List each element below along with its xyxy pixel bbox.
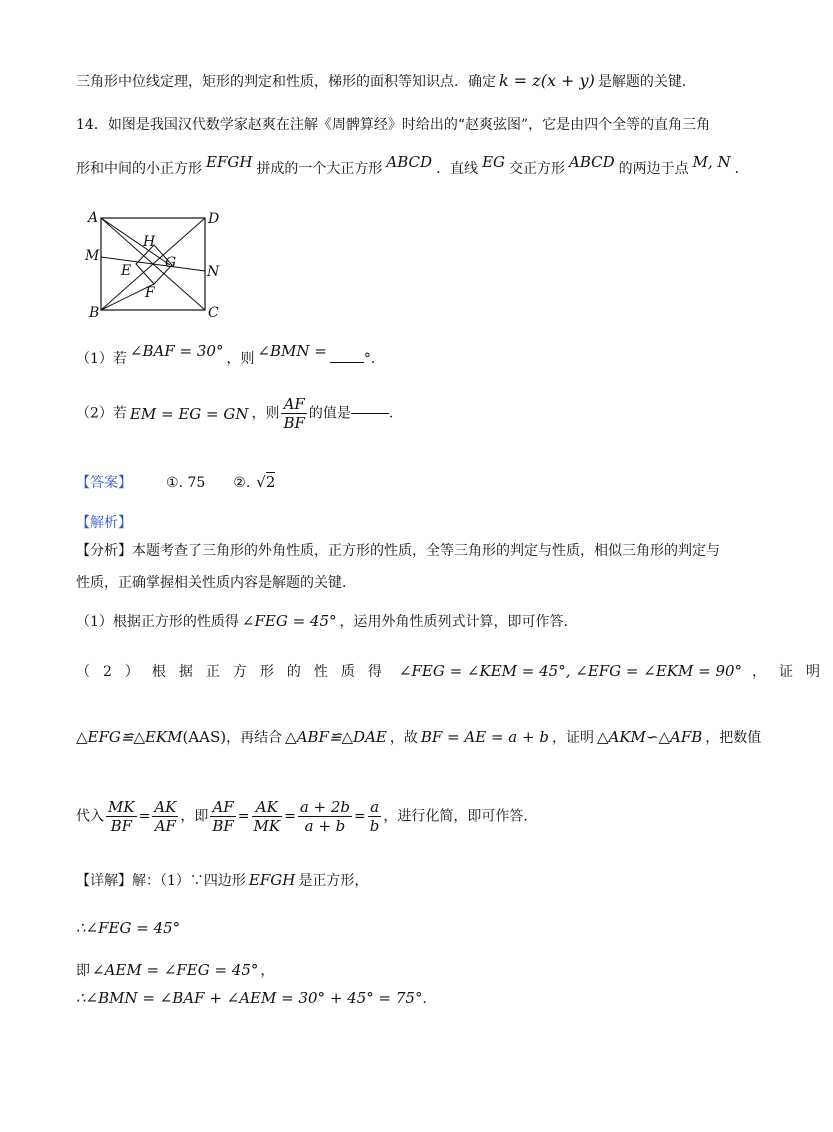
bf-equation: BF = AE = a + b bbox=[420, 728, 549, 746]
answer-1: ①. 75 bbox=[166, 475, 206, 491]
q2-end: . bbox=[388, 405, 394, 422]
step3-text: ，再结合 bbox=[226, 730, 283, 746]
detail-text: 即 bbox=[76, 963, 90, 979]
problem-text: ．直线 bbox=[436, 161, 479, 177]
detail-line-2: ∴∠FEG = 45° bbox=[76, 919, 181, 937]
answer-2: ②. bbox=[233, 475, 251, 491]
answer-line bbox=[76, 472, 275, 493]
step3-text-4: ，把数值 bbox=[705, 730, 762, 746]
analysis-line-2: 性质，正确掌握相关性质内容是解题的关键． bbox=[76, 575, 356, 591]
intro-line bbox=[76, 71, 696, 92]
detail-l3-formula: ∠AEM = ∠FEG = 45° bbox=[92, 961, 259, 979]
detail-line-4 bbox=[76, 988, 436, 1009]
frac-den: BF bbox=[110, 817, 132, 835]
answer-label: 【答案】 bbox=[76, 475, 132, 491]
question-1 bbox=[76, 342, 376, 369]
q1-prefix: （1）若 bbox=[76, 351, 127, 367]
analysis-step-3 bbox=[76, 727, 761, 748]
fraction-a-b bbox=[368, 798, 382, 835]
detail-efgh: EFGH bbox=[248, 871, 296, 889]
intro-formula: k = z(x + y) bbox=[499, 71, 595, 90]
frac-num: AK bbox=[252, 798, 283, 817]
step4-text-end: ，进行化简，即可作答． bbox=[383, 808, 538, 825]
label-b: B bbox=[89, 305, 100, 321]
frac-den: b bbox=[369, 817, 380, 835]
problem-line-1: 14．如图是我国汉代数学家赵爽在注解《周髀算经》时给出的“赵爽弦图”，它是由四个全等的直角三角 bbox=[76, 117, 711, 133]
q2-mid: ，则 bbox=[251, 405, 280, 422]
step1-text: （1）根据正方形的性质得 bbox=[76, 614, 239, 630]
frac-num: a bbox=[368, 798, 382, 817]
frac-num: AK bbox=[154, 798, 177, 816]
q1-target: ∠BMN = bbox=[257, 342, 327, 360]
congruence-2: △ABF≌△DAE bbox=[285, 728, 387, 746]
analysis-step-2 bbox=[76, 661, 833, 682]
detail-label: 【详解】解：（1）∵四边形 bbox=[76, 873, 246, 889]
q1-given: ∠BAF = 30° bbox=[129, 342, 224, 360]
label-g: G bbox=[165, 255, 177, 271]
label-e: E bbox=[121, 263, 132, 279]
q2-fraction bbox=[281, 395, 306, 432]
detail-line-1 bbox=[76, 870, 368, 891]
abcd-label-2: ABCD bbox=[569, 153, 615, 171]
frac-num: a + 2b bbox=[299, 798, 351, 816]
question-2 bbox=[76, 395, 393, 432]
q2-denominator: BF bbox=[283, 414, 305, 432]
step1-formula: ∠FEG = 45° bbox=[241, 612, 337, 630]
detail-line-3 bbox=[76, 960, 274, 981]
step4-text: 代入 bbox=[76, 808, 104, 825]
similarity: △AKM∽△AFB bbox=[596, 728, 703, 746]
detail-text-end: ， bbox=[260, 963, 275, 979]
q1-blank bbox=[330, 362, 364, 363]
problem-text: 形和中间的小正方形 bbox=[76, 161, 202, 177]
step3-text-2: ，故 bbox=[389, 730, 418, 746]
q1-mid: ，则 bbox=[226, 351, 255, 367]
eg-label: EG bbox=[482, 153, 505, 171]
problem-text: 交正方形 bbox=[509, 161, 565, 177]
problem-text: ． bbox=[734, 161, 749, 177]
analysis-step-4 bbox=[76, 798, 537, 835]
label-n: N bbox=[207, 264, 220, 280]
congruence-1: △EFG≌△EKM bbox=[76, 728, 183, 746]
equals: = bbox=[284, 808, 296, 825]
frac-num: MK bbox=[108, 798, 135, 816]
q1-suffix: °. bbox=[363, 351, 376, 367]
frac-den: AF bbox=[154, 817, 176, 835]
step1-text-end: ，运用外角性质列式计算，即可作答． bbox=[339, 614, 578, 630]
analysis-label: 【解析】 bbox=[76, 515, 132, 531]
step2-text: （2）根据正方形的性质得 bbox=[76, 664, 395, 680]
fraction-mk-bf bbox=[106, 798, 137, 835]
label-c: C bbox=[208, 305, 219, 321]
equals: = bbox=[237, 808, 250, 825]
q2-suffix: 的值是 bbox=[308, 405, 351, 422]
equals: = bbox=[138, 808, 151, 825]
step2-text-end: ，证明 bbox=[752, 664, 833, 680]
detail-l4-formula: ∴∠BMN = ∠BAF + ∠AEM = 30° + 45° = 75° bbox=[76, 989, 423, 1007]
label-h: H bbox=[143, 234, 156, 250]
label-m: M bbox=[85, 248, 100, 264]
segment-mn bbox=[101, 257, 205, 271]
problem-line-2 bbox=[76, 153, 749, 179]
step2-formula: ∠FEG = ∠KEM = 45°, ∠EFG = ∠EKM = 90° bbox=[398, 662, 743, 680]
fraction-ak-mk bbox=[252, 798, 283, 835]
intro-text: 三角形中位线定理，矩形的判定和性质，梯形的面积等知识点．确定 bbox=[76, 74, 496, 90]
label-f: F bbox=[145, 285, 155, 301]
label-d: D bbox=[208, 211, 220, 227]
frac-num: AF bbox=[210, 798, 235, 817]
q2-blank bbox=[351, 413, 389, 414]
frac-den: MK bbox=[253, 817, 281, 835]
zhao-shuang-figure bbox=[80, 205, 220, 325]
fraction-ak-af bbox=[152, 798, 178, 835]
answer-2-radicand: 2 bbox=[265, 473, 276, 491]
analysis-line-1: 【分析】本题考查了三角形的外角性质，正方形的性质，全等三角形的判定与性质，相似三角形的判定与 bbox=[76, 543, 720, 559]
q2-prefix: （2）若 bbox=[76, 405, 127, 422]
fraction-af-bf bbox=[210, 798, 235, 835]
aas: (AAS) bbox=[182, 728, 227, 746]
problem-text: 的两边于点 bbox=[618, 161, 689, 177]
sqrt-symbol: √2 bbox=[256, 473, 276, 491]
label-a: A bbox=[88, 210, 99, 226]
detail-l4-end: ． bbox=[422, 991, 437, 1007]
q2-numerator: AF bbox=[281, 395, 306, 414]
fraction-a2b-ab bbox=[298, 798, 352, 835]
intro-text-end: 是解题的关键． bbox=[597, 74, 696, 90]
detail-label-end: 是正方形， bbox=[298, 873, 369, 889]
frac-den: a + b bbox=[304, 817, 346, 835]
step4-text-2: ，即 bbox=[180, 808, 209, 825]
efgh-label: EFGH bbox=[206, 153, 253, 171]
problem-text: 拼成的一个大正方形 bbox=[256, 161, 383, 177]
mn-label: M, N bbox=[692, 153, 731, 171]
step3-text-3: ，证明 bbox=[551, 730, 594, 746]
equals: = bbox=[354, 808, 366, 825]
frac-den: BF bbox=[212, 817, 234, 835]
analysis-step-1 bbox=[76, 611, 578, 632]
q2-given: EM = EG = GN bbox=[129, 404, 249, 423]
abcd-label: ABCD bbox=[386, 153, 433, 171]
